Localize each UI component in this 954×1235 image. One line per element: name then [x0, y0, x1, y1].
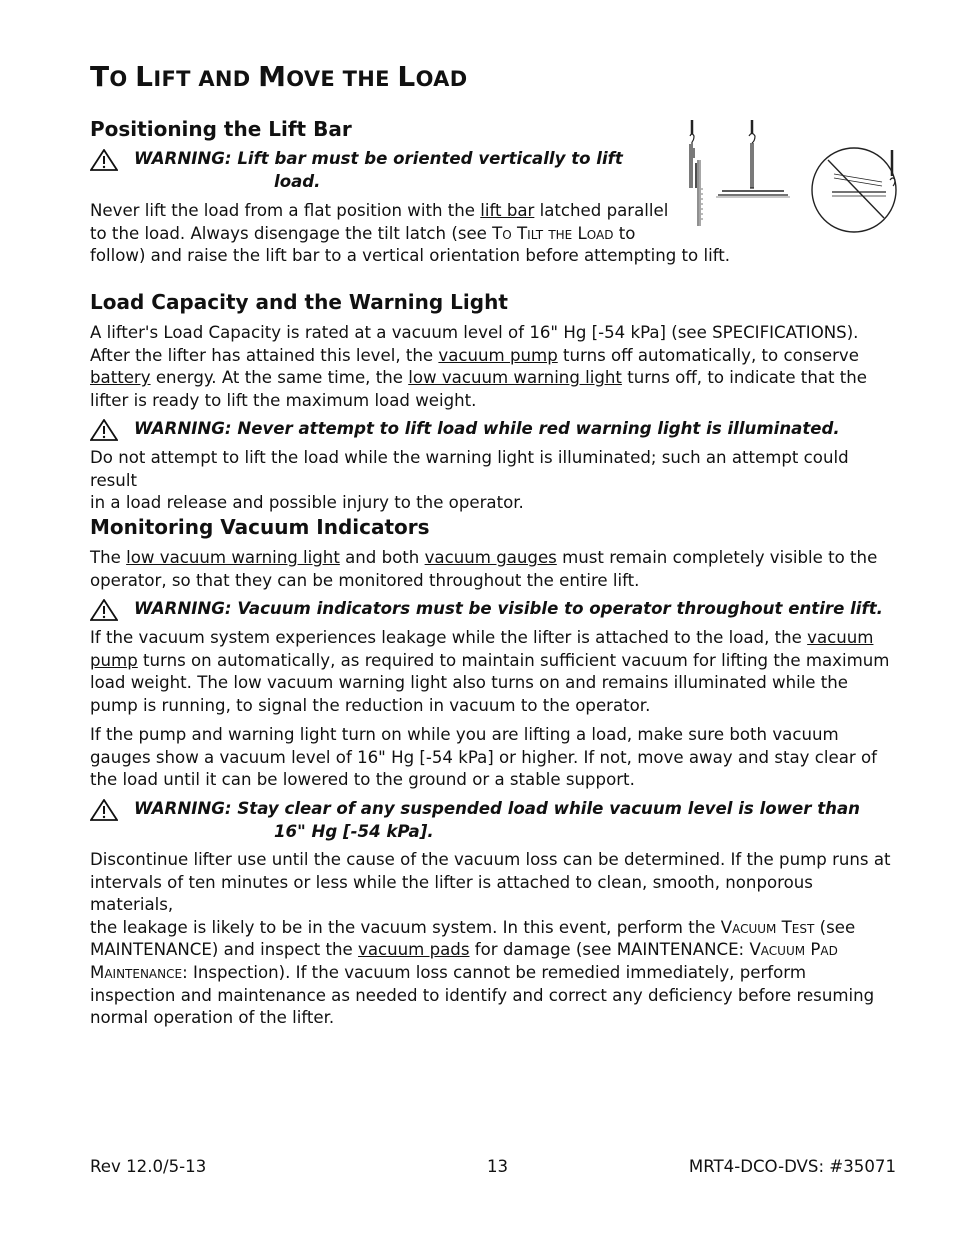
page-title: TO LIFT AND MOVE THE LOAD — [90, 60, 468, 93]
ref-maintenance: Maintenance — [90, 962, 183, 982]
paragraph-load-capacity: A lifter's Load Capacity is rated at a vacuum level of 16" Hg [-54 kPa] (see SPECIFICATIONS). After the lifter has attained this level, the vacuum pump turns off automatically, to conserve battery energy. At the same time, the low vacuum warning light turns off, to indicate that the lifter is ready to lift the maximum load weight. — [90, 323, 868, 410]
section-heading-positioning: Positioning the Lift Bar — [90, 117, 352, 141]
front-view-lifter — [716, 120, 790, 197]
section-heading-load-capacity: Load Capacity and the Warning Light — [90, 290, 508, 314]
link-low-vacuum-warning-light[interactable]: low vacuum warning light — [126, 548, 340, 567]
warning-triangle-icon — [90, 419, 118, 441]
warning-triangle-icon — [90, 149, 118, 171]
footer-revision: Rev 12.0/5-13 — [90, 1157, 207, 1176]
paragraph-warning-light: Do not attempt to lift the load while the warning light is illuminated; such an attempt could result in a load release and possible injury to the operator. — [90, 448, 849, 513]
paragraph-leakage: If the vacuum system experiences leakage while the lifter is attached to the load, the vacuum pump turns on automatically, as required to maintain sufficient vacuum for lifting the maximum load weight. The low vacuum warning light also turns on and remains illuminated while the pump is running, to signal the reduction in vacuum to the operator. — [90, 628, 890, 715]
paragraph-pump-turns-on: If the pump and warning light turn on while you are lifting a load, make sure both vacuum gauges show a vacuum level of 16" Hg [-54 kPa] or higher. If not, move away and stay clear of the load until it can be lowered to the ground or a stable support. — [90, 725, 877, 790]
paragraph-lift-bar: Never lift the load from a flat position with the lift bar latched parallel to the load. Always disengage the tilt latch (see To Tilt the Load to follow) and raise the lift bar to a vertical orientation before attempting to lift. — [90, 201, 731, 266]
link-pump[interactable]: pump — [90, 650, 138, 670]
link-vacuum-pads[interactable]: vacuum pads — [358, 940, 470, 960]
warning-triangle-icon — [90, 799, 118, 821]
footer-document-id: MRT4-DCO-DVS: #35071 — [688, 1157, 896, 1176]
ref-vacuum-test: Vacuum Test — [720, 917, 815, 937]
paragraph-discontinue: Discontinue lifter use until the cause of the vacuum loss can be determined. If the pump runs at intervals of ten minutes or less while the lifter is attached to clean, smooth, nonporous materials, the leakage is likely to be in the vacuum system. In this event, perform the Vacuum Test (see MAINTENANCE) and inspect the vacuum pads for damage (see MAINTENANCE: Vacuum Pad Maintenance: Inspection). If the vacuum loss cannot be remedied immediately, perform inspection and maintenance as needed to identify and correct any deficiency before resuming normal operation of the lifter. — [90, 850, 891, 1028]
link-battery[interactable]: battery — [90, 368, 151, 388]
paragraph-monitoring: The low vacuum warning light and both vacuum gauges must remain completely visible to the operator, so that they can be monitored throughout the entire lift. — [90, 548, 878, 590]
prohibited-flat-lift-icon — [812, 148, 896, 232]
lift-bar-orientation-illustration — [682, 118, 906, 238]
ref-tilt-the-load: To Tilt the Load — [492, 223, 614, 243]
section-heading-monitoring: Monitoring Vacuum Indicators — [90, 515, 430, 539]
link-vacuum-pump[interactable]: vacuum — [807, 628, 874, 647]
side-view-lifter — [690, 120, 702, 226]
warning-triangle-icon — [90, 599, 118, 621]
ref-vacuum-pad: Vacuum Pad — [749, 940, 838, 960]
link-vacuum-pump[interactable]: vacuum pump — [438, 345, 558, 365]
link-low-vacuum-warning-light[interactable]: low vacuum warning light — [408, 368, 622, 388]
footer-page-number: 13 — [487, 1157, 509, 1176]
link-lift-bar[interactable]: lift bar — [480, 201, 535, 220]
link-vacuum-gauges[interactable]: vacuum gauges — [424, 548, 557, 567]
